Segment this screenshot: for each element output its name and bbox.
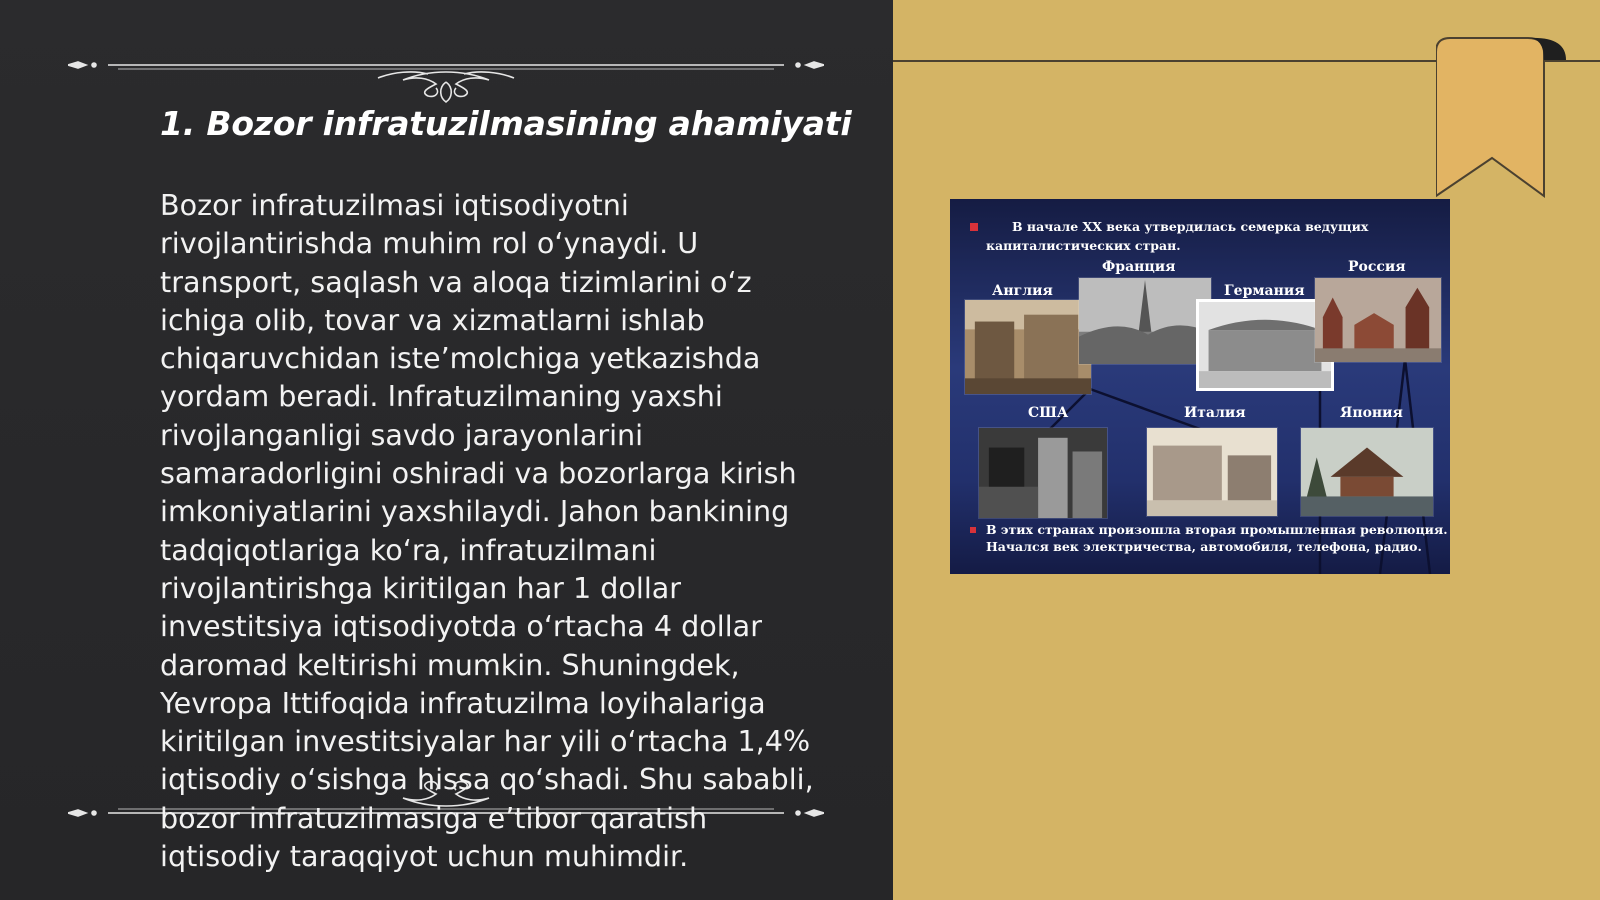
country-label-france: Франция bbox=[1102, 259, 1176, 275]
photo-russia bbox=[1314, 277, 1442, 363]
body-line: rivojlantirishda muhim rol o‘ynaydi. U bbox=[160, 226, 699, 261]
body-line: investitsiya iqtisodiyotda o‘rtacha 4 dollar bbox=[160, 609, 762, 644]
photo-england bbox=[964, 299, 1092, 395]
bookmark-ribbon-icon bbox=[1436, 36, 1566, 198]
body-line: ichiga olib, tovar va xizmatlarni ishlab bbox=[160, 302, 705, 337]
body-line: imkoniyatlarini yaxshilaydi. Jahon bankining bbox=[160, 494, 790, 529]
photo-france bbox=[1078, 277, 1212, 365]
figure-footer-line: В этих странах произошла вторая промышленная революция. bbox=[986, 522, 1448, 537]
body-line: chiqaruvchidan iste’molchiga yetkazishda bbox=[160, 341, 761, 376]
figure-heading-line: В начале XX века утвердилась семерка ведущих bbox=[1012, 219, 1369, 234]
figure-footer-line: Начался век электричества, автомобиля, телефона, радио. bbox=[986, 539, 1422, 554]
body-line: bozor infratuzilmasiga e’tibor qaratish bbox=[160, 800, 708, 835]
body-line: Bozor infratuzilmasi iqtisodiyotni bbox=[160, 188, 629, 222]
photo-italy bbox=[1146, 427, 1278, 517]
photo-japan bbox=[1300, 427, 1434, 517]
country-label-germany: Германия bbox=[1224, 283, 1305, 299]
body-line: samaradorligini oshiradi va bozorlarga kirish bbox=[160, 456, 797, 491]
body-line: iqtisodiy o‘sishga hissa qo‘shadi. Shu sababli, bbox=[160, 762, 814, 797]
body-line: yordam beradi. Infratuzilmaning yaxshi bbox=[160, 379, 723, 414]
country-label-usa: США bbox=[1028, 405, 1069, 421]
photo-usa bbox=[978, 427, 1108, 519]
body-line: Yevropa Ittifoqida infratuzilma loyihalariga bbox=[160, 685, 766, 720]
country-label-england: Англия bbox=[992, 283, 1053, 299]
slide-title: 1. Bozor infratuzilmasining ahamiyati bbox=[160, 104, 852, 143]
country-label-japan: Япония bbox=[1340, 405, 1403, 421]
body-line: transport, saqlash va aloqa tizimlarini o‘z bbox=[160, 264, 752, 299]
body-line: tadqiqotlariga ko‘ra, infratuzilmani bbox=[160, 532, 657, 567]
history-slide-image bbox=[950, 199, 1450, 574]
body-line: kiritilgan investitsiyalar har yili o‘rtacha 1,4% bbox=[160, 724, 811, 759]
figure-heading-line: капиталистических стран. bbox=[986, 238, 1181, 253]
figure-bullet-icon bbox=[970, 527, 976, 533]
body-line: daromad keltirishi mumkin. Shuningdek, bbox=[160, 647, 740, 682]
body-line: rivojlanganligi savdo jarayonlarini bbox=[160, 417, 644, 452]
figure-bullet-icon bbox=[970, 223, 978, 231]
top-ornament-icon bbox=[68, 58, 824, 104]
country-label-italy: Италия bbox=[1184, 405, 1246, 421]
body-line: rivojlantirishga kiritilgan har 1 dollar bbox=[160, 570, 682, 605]
body-line: iqtisodiy taraqqiyot uchun muhimdir. bbox=[160, 839, 689, 874]
country-label-russia: Россия bbox=[1348, 259, 1406, 275]
slide-body-text bbox=[160, 186, 840, 875]
